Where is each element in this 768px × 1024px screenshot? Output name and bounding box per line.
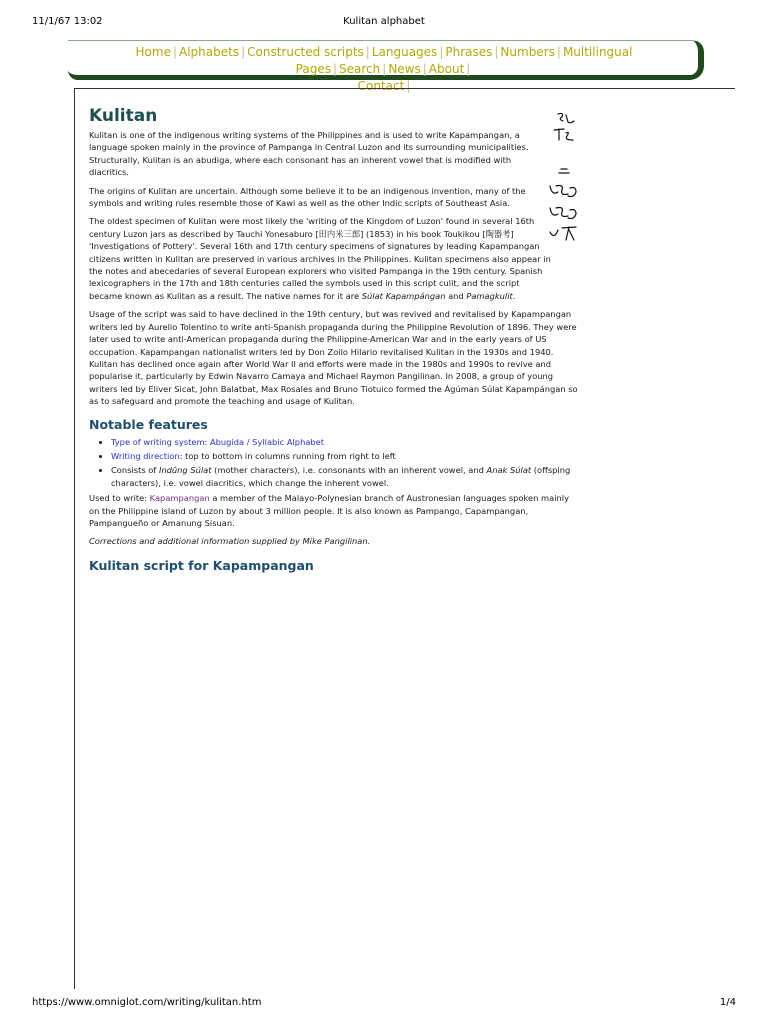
- used-to-write-paragraph: [89, 492, 579, 529]
- feature-text: (mother characters), i.e. consonants with an inherent vowel, and: [211, 465, 487, 476]
- used-label: Used to write:: [89, 493, 150, 504]
- feature-text: Consists of: [111, 465, 159, 476]
- feature-item: [111, 436, 579, 448]
- nav-separator: |: [556, 45, 561, 59]
- indung-sulat-term: Indûng Súlat: [158, 465, 212, 476]
- nav-constructed-scripts[interactable]: Constructed scripts: [247, 45, 364, 59]
- type-of-writing-system-link[interactable]: Type of writing system: [111, 436, 205, 447]
- native-name-1: Súlat Kapampángan: [361, 290, 446, 301]
- page-title: Kulitan: [89, 106, 158, 126]
- top-navigation: [68, 40, 704, 93]
- print-url: https://www.omniglot.com/writing/kulitan.htm: [32, 997, 262, 1008]
- history-and: and: [445, 290, 467, 301]
- anak-sulat-term: Anak Súlat: [486, 465, 532, 476]
- article-content: [89, 106, 579, 577]
- feature-sep: :: [204, 436, 210, 447]
- print-page-number: 1/4: [719, 997, 736, 1008]
- nav-separator: |: [466, 62, 471, 76]
- print-date: 11/1/67 13:02: [32, 16, 103, 27]
- script-heading: Kulitan script for Kapampangan: [89, 557, 314, 573]
- nav-separator: |: [365, 45, 370, 59]
- history-end: .: [512, 290, 516, 301]
- nav-separator: |: [172, 45, 178, 59]
- nav-separator: |: [406, 79, 411, 93]
- nav-separator: |: [422, 62, 427, 76]
- credits: Corrections and additional information supplied by Mike Pangilinan.: [89, 536, 371, 547]
- nav-separator: |: [382, 62, 387, 76]
- feature-text: (offsping characters), i.e. vowel diacritics, which change the inherent vowel.: [111, 465, 571, 488]
- nav-search[interactable]: Search: [339, 62, 381, 76]
- used-text: a member of the Malayo-Polynesian branch of Austronesian languages spoken mainly on the Philippine island of Luzon by about 3 million people. It is also known as Pampango, Capampangan, Pampangueño or Amanung Sisuan.: [89, 493, 569, 528]
- intro-paragraph: Kulitan is one of the indigenous writing systems of the Philippines and is used to write Kapampangan, a language spoken mainly in the province of Pampanga in Central Luzon and its surrounding municipalities. Structurally, Kulitan is an abudiga, where each consonant has an inherent vowel that is modified with diacritics.: [89, 130, 529, 178]
- features-heading: Notable features: [89, 416, 208, 432]
- feature-item: [111, 464, 579, 489]
- abugida-link[interactable]: Abugida / Syllabic Alphabet: [209, 436, 325, 447]
- nav-separator: |: [494, 45, 499, 59]
- nav-news[interactable]: News: [388, 62, 421, 76]
- origins-paragraph: The origins of Kulitan are uncertain. Although some believe it to be an indigenous invention, many of the symbols and writing rules resemble those of Kawi as well as the other Indic scripts of Southeast Asia.: [89, 185, 526, 209]
- nav-separator: |: [332, 62, 338, 76]
- nav-alphabets[interactable]: Alphabets: [179, 45, 240, 59]
- native-name-2: Pamagkulit: [466, 290, 513, 301]
- feature-item: [111, 450, 579, 462]
- kapampangan-link[interactable]: Kapampangan: [149, 493, 210, 504]
- writing-direction-value: : top to bottom in columns running from right to left: [179, 450, 396, 461]
- history-paragraph: [89, 215, 551, 302]
- nav-numbers[interactable]: Numbers: [500, 45, 555, 59]
- usage-paragraph: Usage of the script was said to have declined in the 19th century, but was revived and revitalised by Kapampangan writers led by Aurelio Tolentino to write anti-Spanish propaganda during the Philippine Revolution of 1896. They were later used to write anti-American propaganda during the Philippine-American War and in the early years of US occupation. Kapampangan nationalist writers led by Don Zoilo Hilario revitalised Kulitan in the 1930s and 1940. Kulitan has declined once again after World War II and efforts were made in the 1980s and 1990s to revive and popularise it, particularly by Edwin Navarro Camaya and Michael Raymon Pangilinan. In 2008, a group of young writers led by Eliver Sicat, John Balatbat, Max Rosales and Bruno Tiotuico formed the Ágúman Súlat Kapampángan so as to safeguard and promote the teaching and usage of Kulitan.: [89, 309, 578, 407]
- features-list: [89, 436, 579, 490]
- history-text: The oldest specimen of Kulitan were most likely the 'writing of the Kingdom of Luzon' found in several 16th century Luzon jars as described by Tauchi Yonesaburo [田内米三郎] (1853) in his book Toukikou [陶器考] 'Investigations of Pottery'. Several 16th and 17th century specimens of signatures by leading Kapampangan citizens written in Kulitan are preserved in various archives in the Philippines. Kulitan specimens also appear in the notes and abecedaries of several European explorers who visited Pampanga in the 19th century. Spanish lexicographers in the 17th and 18th centuries called the symbols used in this script culit, and the script became known as Kulitan as a result. The native names for it are: [89, 216, 551, 301]
- nav-multilingual-pages[interactable]: Multilingual Pages: [295, 45, 633, 76]
- nav-about[interactable]: About: [428, 62, 465, 76]
- nav-phrases[interactable]: Phrases: [445, 45, 493, 59]
- nav-languages[interactable]: Languages: [371, 45, 438, 59]
- nav-separator: |: [241, 45, 246, 59]
- nav-contact[interactable]: Contact: [357, 79, 405, 93]
- nav-separator: |: [439, 45, 444, 59]
- print-title: Kulitan alphabet: [343, 16, 425, 27]
- writing-direction-link[interactable]: Writing direction: [111, 450, 180, 461]
- nav-home[interactable]: Home: [135, 45, 171, 59]
